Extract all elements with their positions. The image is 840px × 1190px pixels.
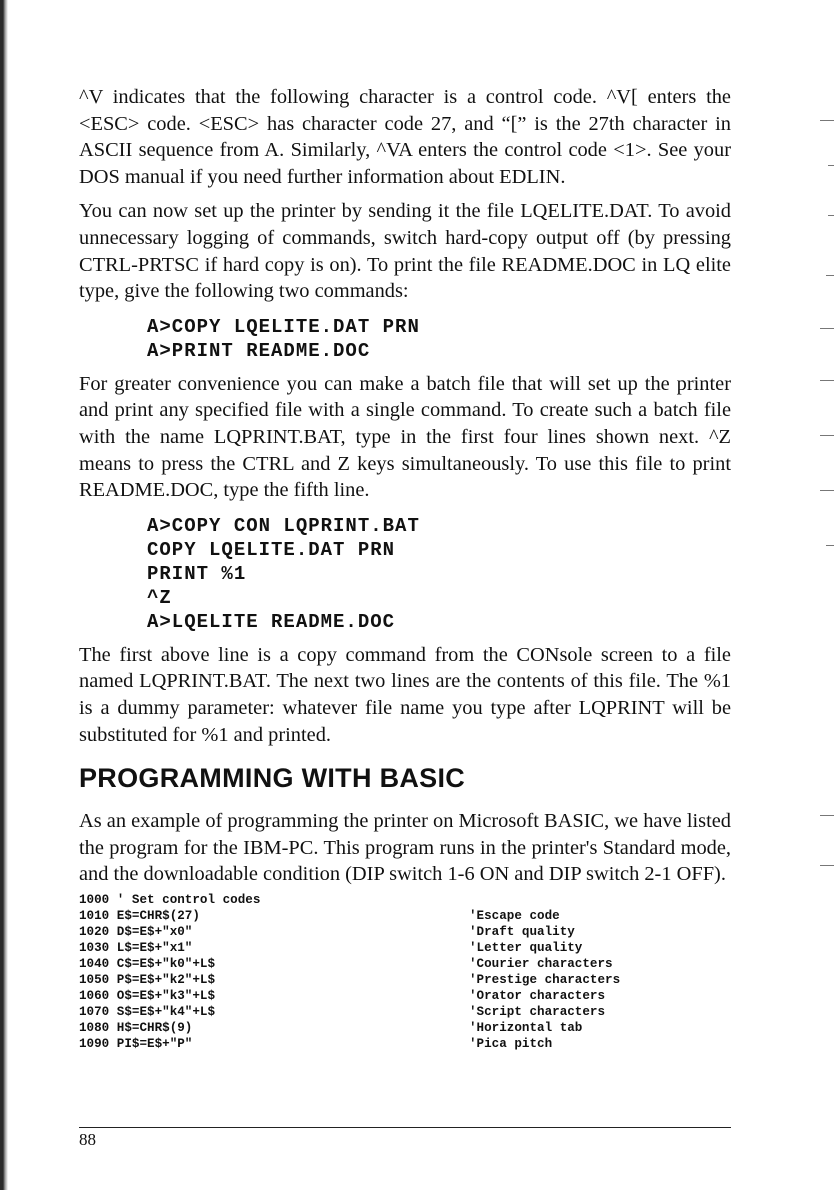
command-line: A>COPY CON LQPRINT.BAT bbox=[147, 514, 420, 537]
listing-statement: 1040 C$=E$+"k0"+L$ bbox=[79, 956, 216, 971]
section-heading: PROGRAMMING WITH BASIC bbox=[79, 763, 466, 794]
listing-comment: 'Letter quality bbox=[469, 940, 583, 955]
command-line: A>PRINT README.DOC bbox=[147, 339, 371, 362]
paragraph-setup-printer: You can now set up the printer by sending it the file LQELITE.DAT. To avoid unnecessary logging of commands, switch hard-copy output off (by pressing CTRL-PRTSC if hard copy is on). To print the file README.DOC in LQ elite type, give the following two commands: bbox=[79, 200, 731, 303]
command-line: A>LQELITE README.DOC bbox=[147, 610, 396, 633]
command-line: ^Z bbox=[147, 586, 172, 609]
listing-statement: 1050 P$=E$+"k2"+L$ bbox=[79, 972, 216, 987]
command-line: PRINT %1 bbox=[147, 562, 247, 585]
command-block-batch bbox=[147, 514, 731, 634]
page-number: 88 bbox=[79, 1130, 96, 1149]
command-line: A>COPY LQELITE.DAT PRN bbox=[147, 315, 420, 338]
page-content bbox=[79, 84, 731, 1052]
listing-comment: 'Pica pitch bbox=[469, 1036, 553, 1051]
listing-comment bbox=[469, 892, 731, 908]
listing-comment: 'Script characters bbox=[469, 1004, 606, 1019]
listing-row bbox=[79, 956, 731, 972]
listing-comment: 'Prestige characters bbox=[469, 972, 621, 987]
listing-comment: 'Orator characters bbox=[469, 988, 606, 1003]
listing-comment: 'Draft quality bbox=[469, 924, 575, 939]
listing-statement: 1010 E$=CHR$(27) bbox=[79, 908, 200, 923]
listing-statement: 1060 O$=E$+"k3"+L$ bbox=[79, 988, 216, 1003]
listing-comment: 'Courier characters bbox=[469, 956, 613, 971]
listing-row bbox=[79, 988, 731, 1004]
listing-comment: 'Escape code bbox=[469, 908, 560, 923]
basic-listing bbox=[79, 892, 731, 1052]
listing-row bbox=[79, 924, 731, 940]
listing-statement: 1070 S$=E$+"k4"+L$ bbox=[79, 1004, 216, 1019]
listing-statement: 1030 L$=E$+"x1" bbox=[79, 940, 193, 955]
listing-row bbox=[79, 1004, 731, 1020]
listing-row bbox=[79, 972, 731, 988]
command-line: COPY LQELITE.DAT PRN bbox=[147, 538, 396, 561]
listing-statement: 1000 ' Set control codes bbox=[79, 892, 261, 907]
listing-comment: 'Horizontal tab bbox=[469, 1020, 583, 1035]
paragraph-control-code: ^V indicates that the following character is a control code. ^V[ enters the <ESC> code. <ESC> has character code 27, and “[” is the 27th character in ASCII sequence from A. Similarly, ^VA enters the control code <1>. See your DOS manual if you need further information about EDLIN. bbox=[79, 86, 731, 188]
listing-statement: 1090 PI$=E$+"P" bbox=[79, 1036, 193, 1051]
paragraph-batch-explanation: The first above line is a copy command from the CONsole screen to a file named LQPRINT.BAT. The next two lines are the contents of this file. The %1 is a dummy parameter: whatever file name you type after LQPRINT will be substituted for %1 and printed. bbox=[79, 643, 731, 746]
footer-rule bbox=[79, 1127, 731, 1128]
listing-row bbox=[79, 1036, 731, 1052]
command-block-print bbox=[147, 315, 731, 363]
paragraph-batch-file: For greater convenience you can make a batch file that will set up the printer and print any specified file with a single command. To create such a batch file with the name LQPRINT.BAT, type in the first four lines shown next. ^Z means to press the CTRL and Z keys simultaneously. To use this file to print README.DOC, type the fifth line. bbox=[79, 372, 731, 502]
listing-statement: 1020 D$=E$+"x0" bbox=[79, 924, 193, 939]
listing-statement: 1080 H$=CHR$(9) bbox=[79, 1020, 193, 1035]
scan-margin-marks bbox=[800, 0, 840, 1190]
scan-edge bbox=[0, 0, 8, 1190]
paragraph-basic-intro: As an example of programming the printer on Microsoft BASIC, we have listed the program for the IBM-PC. This program runs in the printer's Standard mode, and the downloadable condition (DIP switch 1-6 ON and DIP switch 2-1 OFF). bbox=[79, 810, 731, 886]
listing-row bbox=[79, 908, 731, 924]
listing-row bbox=[79, 892, 731, 908]
listing-row bbox=[79, 1020, 731, 1036]
listing-row bbox=[79, 940, 731, 956]
